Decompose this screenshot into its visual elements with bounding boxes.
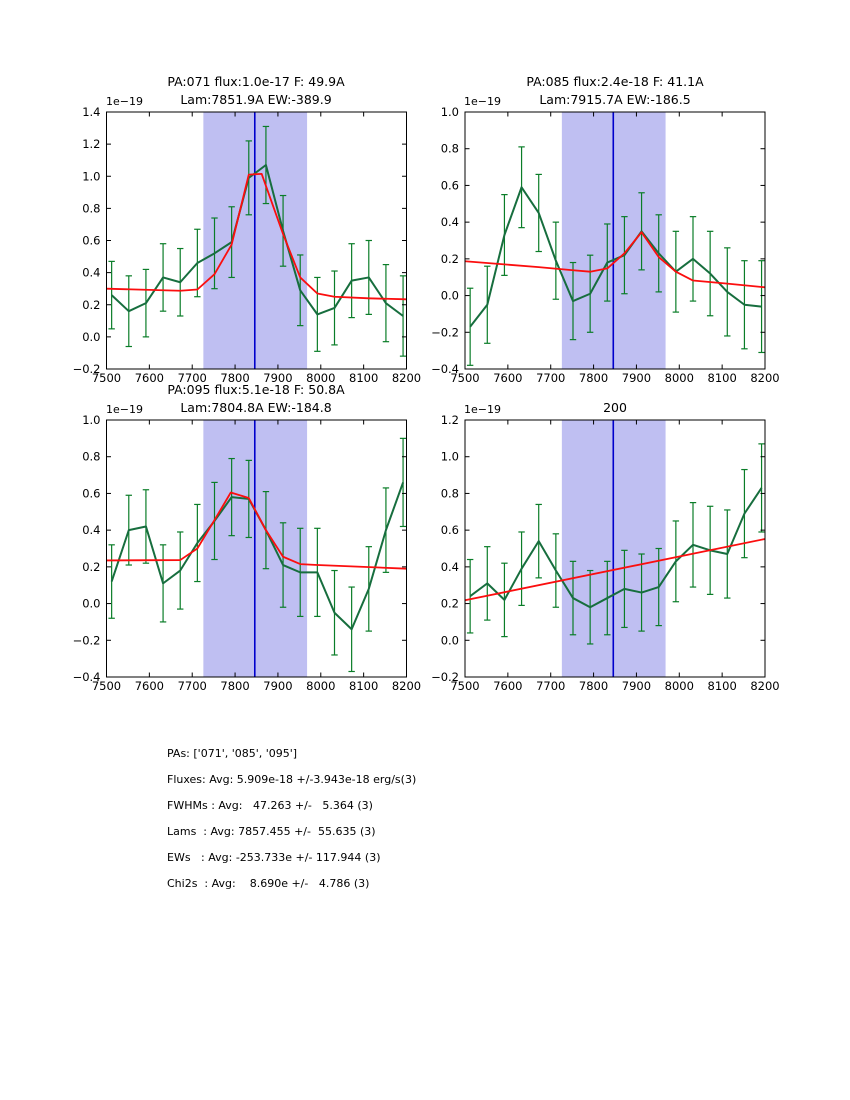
y-tick-label: −0.4 <box>72 670 101 684</box>
subplot-pa095-offset-label: 1e−19 <box>106 403 143 416</box>
x-tick-label: 8200 <box>391 679 422 693</box>
y-tick-label: 0.4 <box>440 559 459 574</box>
x-tick-label: 8200 <box>750 679 780 693</box>
x-tick-label: 7700 <box>177 679 207 693</box>
summary-line-chi2s: Chi2s : Avg: 8.690e +/- 4.786 (3) <box>167 877 370 890</box>
subplot-pa085-offset-label: 1e−19 <box>464 95 501 108</box>
x-tick-label: 8000 <box>306 679 336 693</box>
y-tick-label: 0.8 <box>82 201 101 216</box>
y-tick-label: 0.2 <box>82 297 101 312</box>
y-tick-label: −0.2 <box>72 362 101 376</box>
subplot-pa085-title-line1: PA:085 flux:2.4e-18 F: 41.1A <box>526 74 704 89</box>
x-tick-label: 7600 <box>493 679 523 693</box>
y-tick-label: 0.6 <box>82 233 101 248</box>
x-tick-label: 7900 <box>263 679 293 693</box>
subplot-pa095-group <box>73 413 422 693</box>
subplot-200-offset-label: 1e−19 <box>464 403 501 416</box>
subplot-200-title-line1 <box>465 381 765 399</box>
y-tick-label: 0.8 <box>440 141 459 156</box>
y-tick-label: 0.6 <box>82 486 101 501</box>
y-tick-label: 0.0 <box>440 633 459 648</box>
x-tick-label: 8000 <box>664 679 694 693</box>
x-tick-label: 7500 <box>91 371 122 385</box>
y-tick-label: 0.2 <box>440 251 459 266</box>
x-tick-label: 7900 <box>263 371 293 385</box>
x-tick-label: 7700 <box>177 371 207 385</box>
x-tick-label: 7800 <box>220 679 250 693</box>
y-tick-label: 1.4 <box>82 105 101 119</box>
y-tick-label: 1.0 <box>440 449 459 464</box>
y-tick-label: 0.6 <box>440 523 459 538</box>
y-tick-label: 0.4 <box>82 523 101 538</box>
subplot-200-title-line2: 200 <box>603 399 627 415</box>
x-tick-label: 8200 <box>750 371 780 385</box>
x-tick-label: 7700 <box>536 371 566 385</box>
x-tick-label: 7800 <box>578 679 609 693</box>
x-tick-label: 7900 <box>621 371 652 385</box>
subplot-pa095-title-line1: PA:095 flux:5.1e-18 F: 50.8A <box>167 382 345 397</box>
x-tick-label: 8100 <box>707 371 737 385</box>
summary-block <box>167 741 416 897</box>
subplot-pa095-title <box>106 381 406 416</box>
summary-line-pas: PAs: ['071', '085', '095'] <box>167 747 298 760</box>
y-tick-label: 0.0 <box>82 596 101 611</box>
y-tick-label: 1.0 <box>440 105 459 119</box>
y-tick-label: 0.4 <box>82 265 101 280</box>
y-tick-label: 0.2 <box>82 559 101 574</box>
x-tick-label: 8000 <box>306 371 336 385</box>
x-tick-label: 8100 <box>349 679 379 693</box>
y-tick-label: 0.2 <box>440 596 459 611</box>
x-tick-label: 7500 <box>450 679 480 693</box>
x-tick-label: 8100 <box>707 679 737 693</box>
x-tick-label: 7500 <box>450 371 480 385</box>
y-tick-label: −0.2 <box>431 325 459 340</box>
subplot-pa071-offset-label: 1e−19 <box>106 95 143 108</box>
x-tick-label: 7600 <box>493 371 523 385</box>
y-tick-label: −0.2 <box>72 633 101 648</box>
subplot-pa085-group <box>431 105 780 385</box>
x-tick-label: 8100 <box>349 371 379 385</box>
y-tick-label: 0.8 <box>82 449 101 464</box>
subplot-pa071-title-line1: PA:071 flux:1.0e-17 F: 49.9A <box>167 74 345 89</box>
y-tick-label: 0.8 <box>440 486 459 501</box>
y-tick-label: 1.0 <box>82 169 101 184</box>
y-tick-label: 0.0 <box>440 288 459 303</box>
x-tick-label: 7900 <box>621 679 652 693</box>
subplot-pa085-title <box>465 73 765 108</box>
y-tick-label: 0.6 <box>440 178 459 193</box>
y-tick-label: −0.4 <box>431 362 459 376</box>
y-tick-label: 1.2 <box>82 137 101 152</box>
subplot-200-group <box>431 413 780 693</box>
x-tick-label: 7700 <box>536 679 566 693</box>
x-tick-label: 7600 <box>134 679 164 693</box>
summary-line-fluxes: Fluxes: Avg: 5.909e-18 +/-3.943e-18 erg/s(3) <box>167 773 417 786</box>
x-tick-label: 7500 <box>91 679 122 693</box>
y-tick-label: −0.2 <box>431 670 459 684</box>
x-tick-label: 8000 <box>664 371 694 385</box>
subplot-pa071-title-line2: Lam:7851.9A EW:-389.9 <box>180 91 332 107</box>
subplot-pa085-title-line2: Lam:7915.7A EW:-186.5 <box>539 91 691 107</box>
subplot-200-title <box>465 381 765 416</box>
subplot-pa071-group <box>73 105 422 385</box>
summary-line-fwhms: FWHMs : Avg: 47.263 +/- 5.364 (3) <box>167 799 373 812</box>
subplot-pa095-title-line2: Lam:7804.8A EW:-184.8 <box>180 399 332 415</box>
y-tick-label: 0.0 <box>82 329 101 344</box>
y-tick-label: 0.4 <box>440 215 459 230</box>
summary-line-ews: EWs : Avg: -253.733e +/- 117.944 (3) <box>167 851 381 864</box>
x-tick-label: 8200 <box>391 371 422 385</box>
y-tick-label: 1.2 <box>440 413 459 427</box>
x-tick-label: 7800 <box>578 371 609 385</box>
summary-line-lams: Lams : Avg: 7857.455 +/- 55.635 (3) <box>167 825 376 838</box>
y-tick-label: 1.0 <box>82 413 101 427</box>
subplot-pa071-title <box>106 73 406 108</box>
x-tick-label: 7800 <box>220 371 250 385</box>
x-tick-label: 7600 <box>134 371 164 385</box>
